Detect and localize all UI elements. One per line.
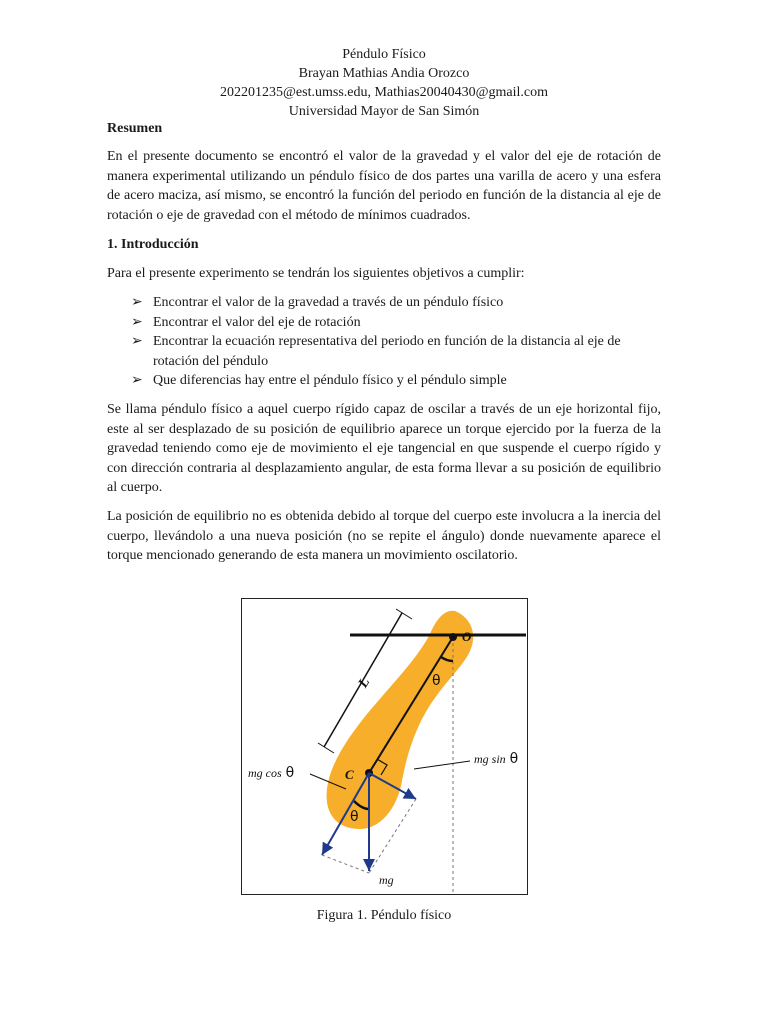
arrow-bullet-icon: ➢ bbox=[131, 334, 143, 349]
figure-caption: Figura 1. Péndulo físico bbox=[316, 908, 452, 923]
list-item: ➢ Encontrar el valor de la gravedad a través de un péndulo físico bbox=[131, 293, 661, 313]
arrow-bullet-icon: ➢ bbox=[131, 314, 143, 330]
document-header bbox=[0, 45, 768, 121]
pendulum-body bbox=[327, 611, 474, 829]
label-L: L bbox=[355, 675, 374, 691]
label-C: C bbox=[345, 767, 354, 782]
list-item: ➢ Que diferencias hay entre el péndulo físico y el péndulo simple bbox=[131, 371, 661, 391]
label-theta-top: θ bbox=[432, 673, 441, 689]
pendulum-diagram bbox=[242, 599, 527, 894]
mg-sin-leader bbox=[414, 761, 470, 769]
author-name: Brayan Mathias Andia Orozco bbox=[298, 66, 470, 81]
label-mg-cos: mg cos θ bbox=[248, 765, 295, 781]
pivot-point bbox=[449, 633, 457, 641]
label-mg: mg bbox=[379, 873, 394, 887]
length-tick-top bbox=[396, 609, 412, 619]
intro-lead: Para el presente experimento se tendrán los siguientes objetivos a cumplir: bbox=[107, 266, 525, 281]
objectives-list bbox=[131, 293, 661, 391]
list-item: ➢ Encontrar la ecuación representativa del periodo en función de la distancia al eje de rotación del péndulo bbox=[131, 334, 621, 369]
label-mg-sin: mg sin θ bbox=[474, 751, 519, 767]
intro-paragraph-1: Se llama péndulo físico a aquel cuerpo rígido capaz de oscilar a través de un eje horizontal fijo, este al ser desplazado de su posición de equilibrio aparece un torque ejercido por la fuerza de la gravedad teniendo como eje de movimiento el eje tangencial en que suspende el cuerpo rígido y con dirección contraria al desplazamiento angular, de esta forma llevar a su posición de equilibrio al cuerpo. bbox=[107, 402, 661, 495]
author-emails: 202201235@est.umss.edu, Mathias20040430@gmail.com bbox=[220, 85, 548, 100]
arrow-bullet-icon: ➢ bbox=[131, 295, 143, 310]
pendulum-figure bbox=[241, 598, 528, 895]
component-dash-1 bbox=[322, 855, 369, 873]
arrow-bullet-icon: ➢ bbox=[131, 373, 143, 388]
label-theta-bottom: θ bbox=[350, 809, 359, 825]
abstract-heading: Resumen bbox=[107, 121, 163, 136]
list-item: ➢ Encontrar el valor del eje de rotación bbox=[131, 313, 661, 333]
abstract-text: En el presente documento se encontró el valor de la gravedad y el valor del eje de rotación de manera experimental utilizando un péndulo físico de dos partes una varilla de acero y una esfera de acero maciza, así mismo, se encontró la función del periodo en función de la distancia al eje de rotación o eje de gravedad con el método de mínimos cuadrados. bbox=[107, 149, 661, 223]
intro-heading: 1. Introducción bbox=[107, 237, 199, 252]
label-O: O bbox=[462, 629, 472, 644]
university-name: Universidad Mayor de San Simón bbox=[288, 104, 480, 119]
document-title: Péndulo Físico bbox=[342, 47, 426, 62]
intro-paragraph-2: La posición de equilibrio no es obtenida debido al torque del cuerpo este involucra a la inercia del cuerpo, llevándolo a una nueva posición (no se repite el ángulo) donde nuevamente aparece el torque mencionado generando de esta manera un movimiento oscilatorio. bbox=[107, 509, 661, 563]
